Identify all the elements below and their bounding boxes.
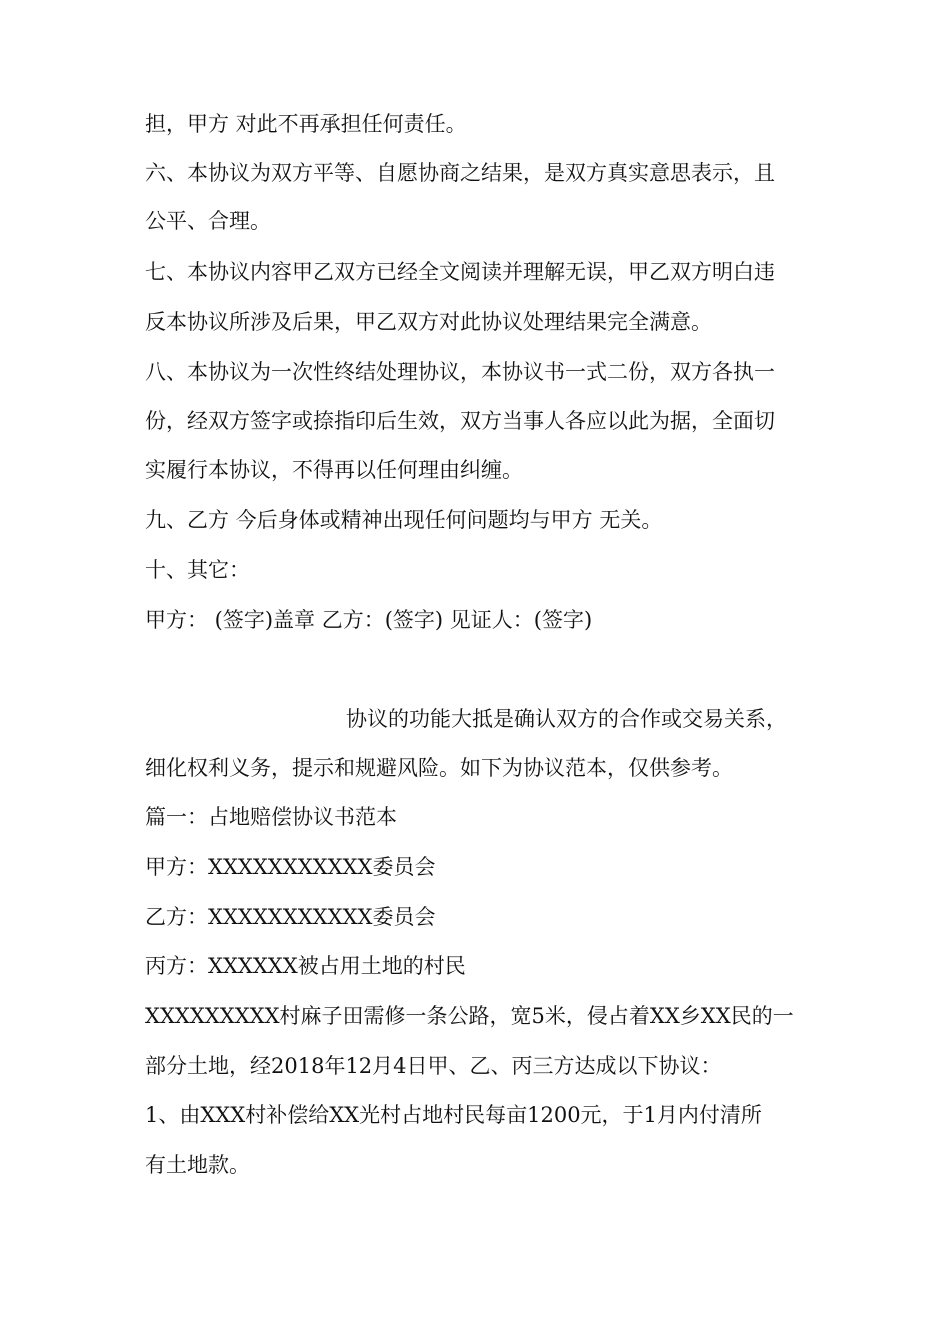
text-line: 七、本协议内容甲乙双方已经全文阅读并理解无误，甲乙双方明白违 xyxy=(145,260,775,284)
text-line: 担，甲方 对此不再承担任何责任。 xyxy=(145,112,467,136)
text-line: 协议的功能大抵是确认双方的合作或交易关系， xyxy=(346,707,787,731)
text-line: 实履行本协议，不得再以任何理由纠缠。 xyxy=(145,458,523,482)
text-line: 部分土地，经2018年12月4日甲、乙、丙三方达成以下协议： xyxy=(145,1054,722,1078)
text-line: 细化权利义务，提示和规避风险。如下为协议范本，仅供参考。 xyxy=(145,756,733,780)
text-line: 反本协议所涉及后果，甲乙双方对此协议处理结果完全满意。 xyxy=(145,310,712,334)
text-line: 1、由XXX村补偿给XX光村占地村民每亩1200元，于1月内付清所 xyxy=(145,1103,762,1127)
text-line: 乙方：XXXXXXXXXXX委员会 xyxy=(145,905,436,929)
text-line: 八、本协议为一次性终结处理协议，本协议书一式二份，双方各执一 xyxy=(145,360,775,384)
text-line: 六、本协议为双方平等、自愿协商之结果，是双方真实意思表示，且 xyxy=(145,161,775,185)
text-line: 份，经双方签字或捺指印后生效，双方当事人各应以此为据，全面切 xyxy=(145,409,775,433)
text-line: XXXXXXXXX村麻子田需修一条公路，宽5米，侵占着XX乡XX民的一 xyxy=(145,1004,794,1028)
text-line: 有土地款。 xyxy=(145,1153,250,1177)
signature-line: 甲方： (签字)盖章 乙方：(签字) 见证人：(签字) xyxy=(145,608,593,632)
text-line: 丙方：XXXXXX被占用土地的村民 xyxy=(145,954,466,978)
text-line: 甲方：XXXXXXXXXXX委员会 xyxy=(145,855,436,879)
section-heading: 篇一：占地赔偿协议书范本 xyxy=(145,805,397,829)
text-line: 公平、合理。 xyxy=(145,209,271,233)
text-line: 九、乙方 今后身体或精神出现任何问题均与甲方 无关。 xyxy=(145,508,663,532)
text-line: 十、其它： xyxy=(145,558,250,582)
